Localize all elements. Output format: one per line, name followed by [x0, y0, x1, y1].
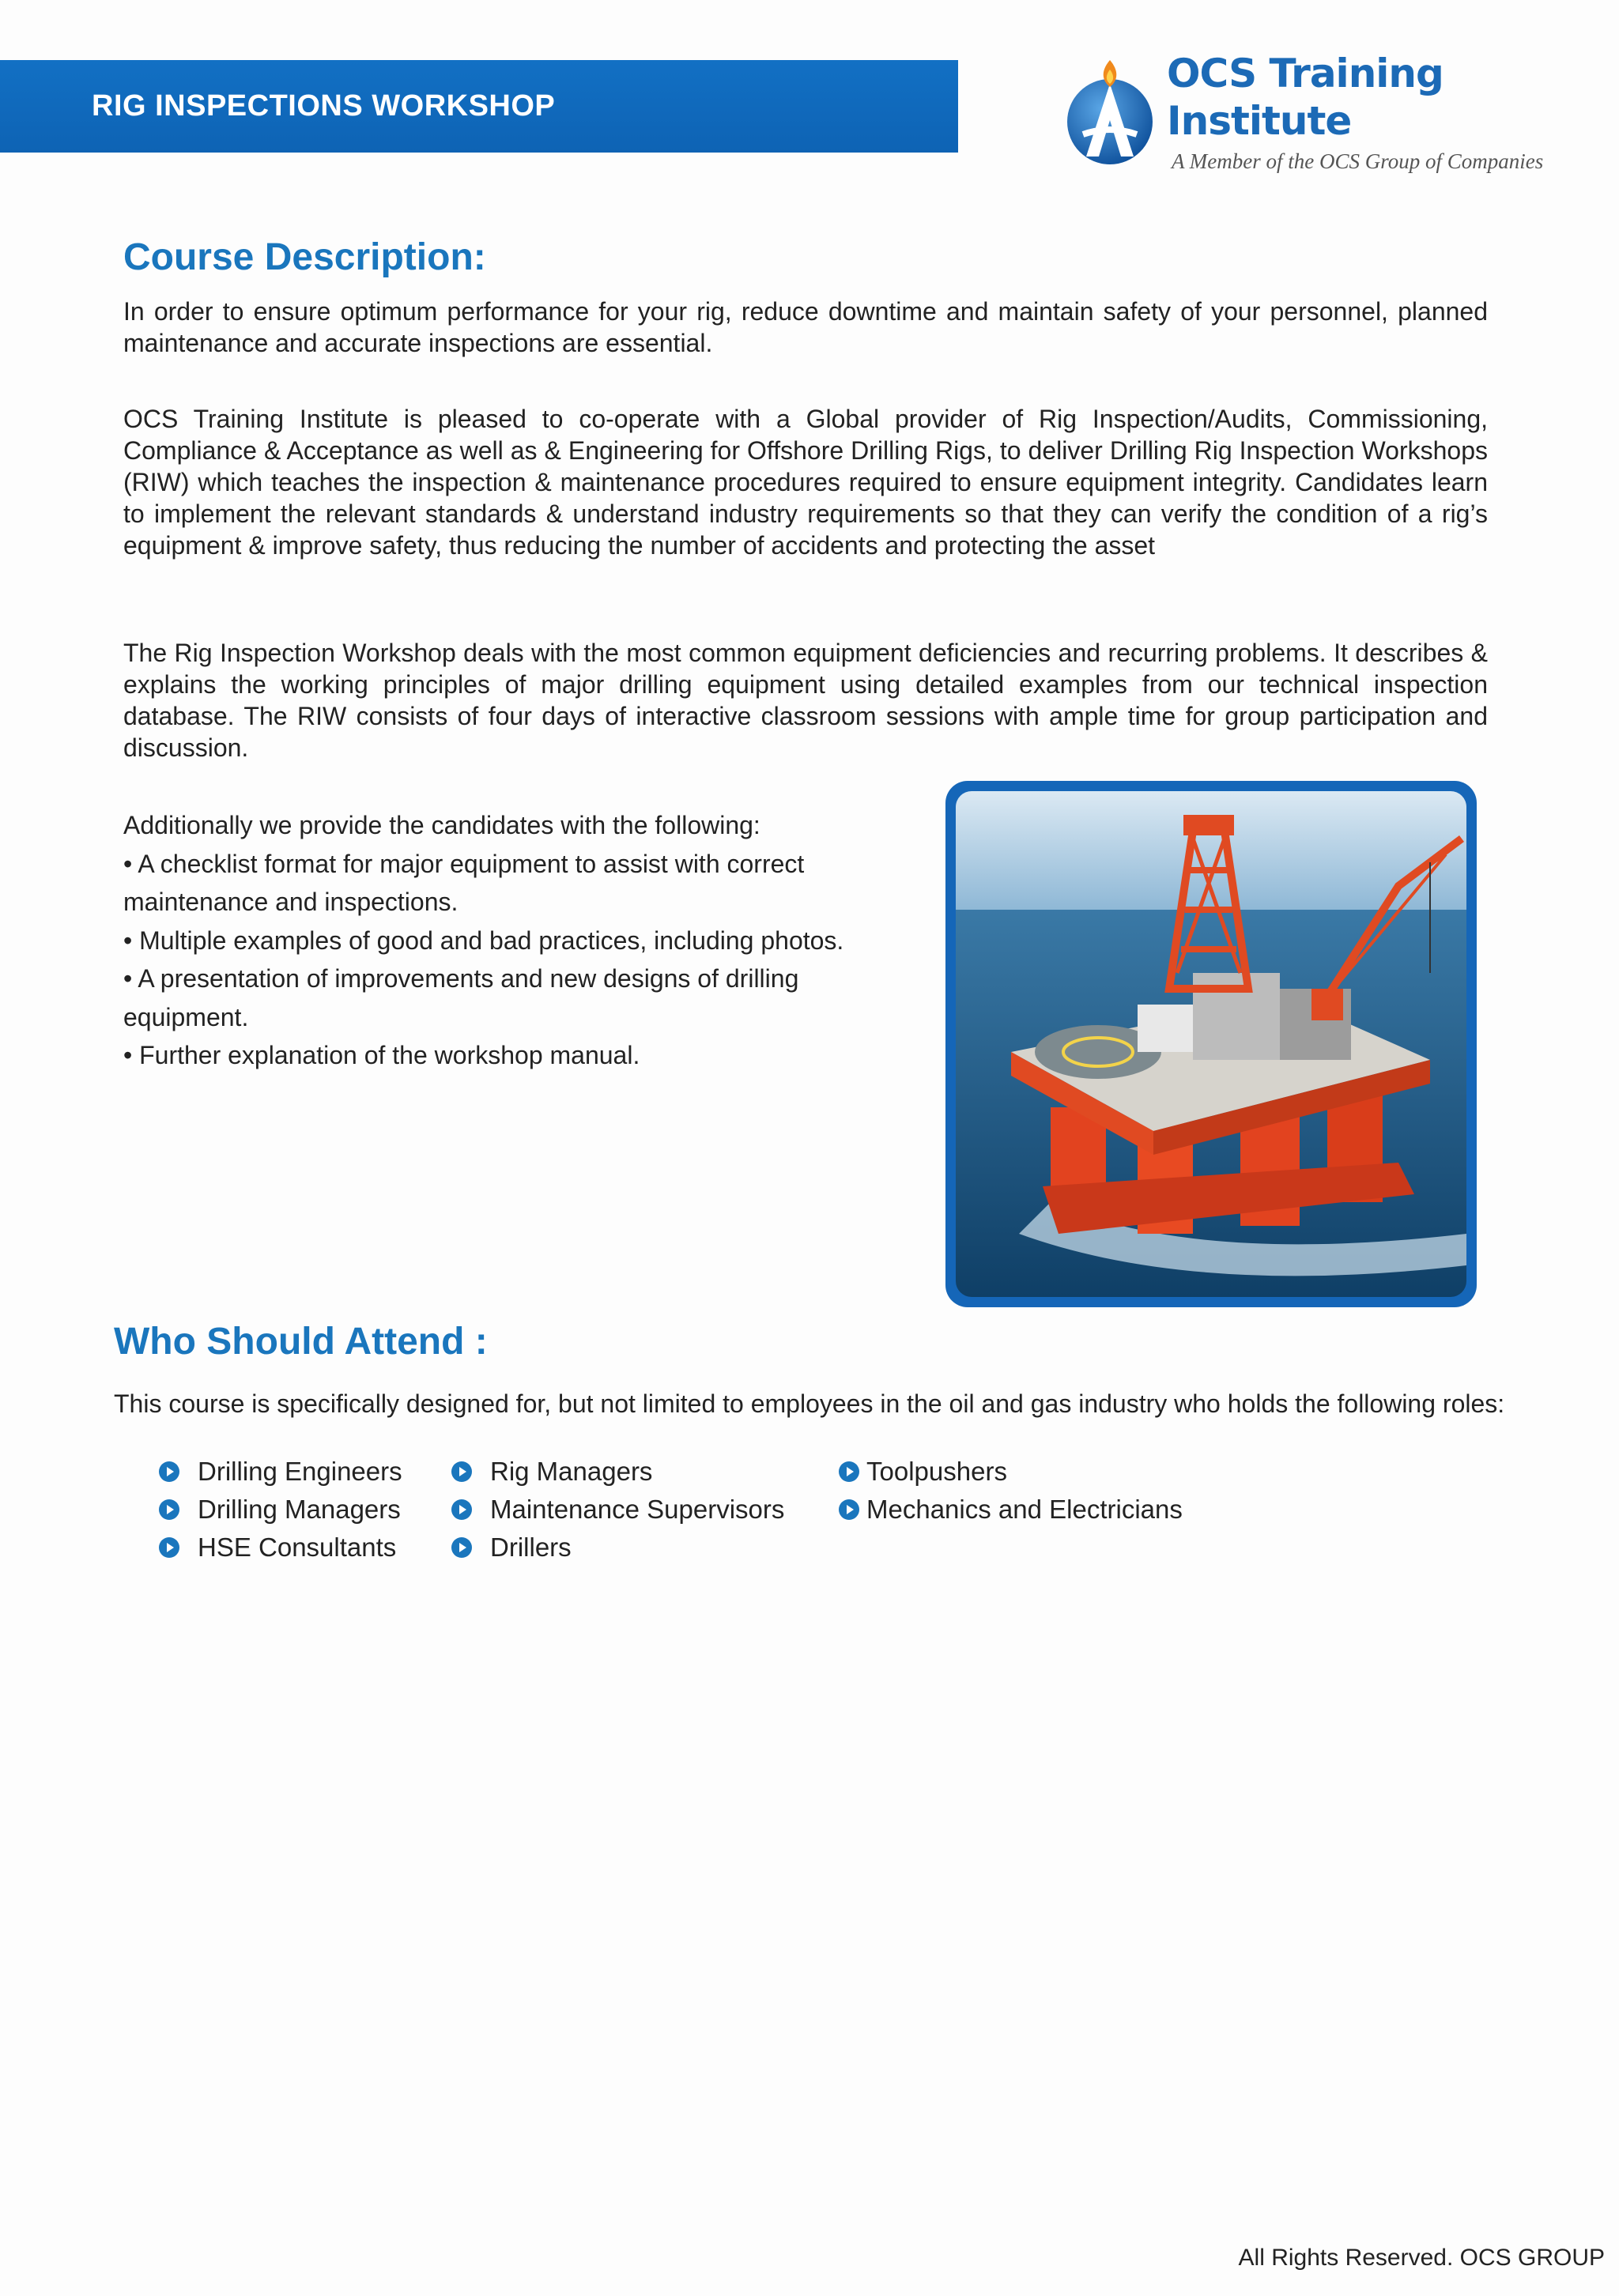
course-description-heading: Course Description: [123, 236, 486, 278]
additional-provisions [123, 806, 914, 1075]
offshore-rig-photo [956, 791, 1466, 1297]
rig-photo-frame [945, 781, 1477, 1307]
role-item: Toolpushers [838, 1453, 1007, 1491]
role-item: HSE Consultants [158, 1529, 396, 1566]
play-bullet-icon [838, 1461, 860, 1483]
play-bullet-icon [451, 1536, 473, 1559]
list-item: • Further explanation of the workshop manual. [123, 1041, 640, 1069]
attend-intro: This course is specifically designed for, but not limited to employees in the oil and gas industry who holds the following roles: [114, 1389, 1505, 1418]
role-item: Drillers [451, 1529, 572, 1566]
play-bullet-icon [451, 1461, 473, 1483]
role-item: Drilling Managers [158, 1491, 401, 1529]
play-bullet-icon [158, 1536, 180, 1559]
course-paragraph-3: The Rig Inspection Workshop deals with the most common equipment deficiencies and recurring problems. It describes & explains the working principles of major drilling equipment using detailed examples from our technical inspection database. The RIW consists of four days of interactive classroom sessions with ample time for group participation and discussion. [123, 639, 1488, 762]
play-bullet-icon [158, 1499, 180, 1521]
footer-copyright: All Rights Reserved. OCS GROUP [1238, 2245, 1605, 2271]
list-item: • A checklist format for major equipment to assist with correct maintenance and inspections. [123, 849, 805, 916]
who-should-attend-heading: Who Should Attend : [114, 1321, 488, 1363]
course-paragraph-1: In order to ensure optimum performance for your rig, reduce downtime and maintain safety of your personnel, planned maintenance and accurate inspections are essential. [123, 297, 1488, 357]
list-item: • A presentation of improvements and new designs of drilling equipment. [123, 964, 799, 1031]
course-paragraph-2: OCS Training Institute is pleased to co-operate with a Global provider of Rig Inspection/Audits, Commissioning, Compliance & Acceptance as well as & Engineering for Offshore Drilling Rigs, to deliver Drilling Rig Inspection Workshops (RIW) which teaches the inspection & maintenance procedures required to ensure equipment integrity. Candidates learn to implement the relevant standards & understand industry requirements so that they can verify the condition of a rig’s equipment & improve safety, thus reducing the number of accidents and protecting the asset [123, 405, 1488, 560]
play-bullet-icon [158, 1461, 180, 1483]
logo-tagline: A Member of the OCS Group of Companies [1172, 149, 1544, 173]
logo-name: OCS Training Institute [1167, 50, 1444, 144]
role-item: Drilling Engineers [158, 1453, 402, 1491]
role-item: Maintenance Supervisors [451, 1491, 784, 1529]
role-item: Mechanics and Electricians [838, 1491, 1183, 1529]
document-title: RIG INSPECTIONS WORKSHOP [92, 89, 556, 123]
play-bullet-icon [451, 1499, 473, 1521]
list-item: • Multiple examples of good and bad practices, including photos. [123, 926, 844, 955]
role-item: Rig Managers [451, 1453, 652, 1491]
header-bar [0, 60, 958, 153]
play-bullet-icon [838, 1499, 860, 1521]
ocs-emblem-icon [1055, 52, 1165, 171]
additional-intro: Additionally we provide the candidates with the following: [123, 811, 760, 839]
ocs-logo [1055, 52, 1572, 171]
